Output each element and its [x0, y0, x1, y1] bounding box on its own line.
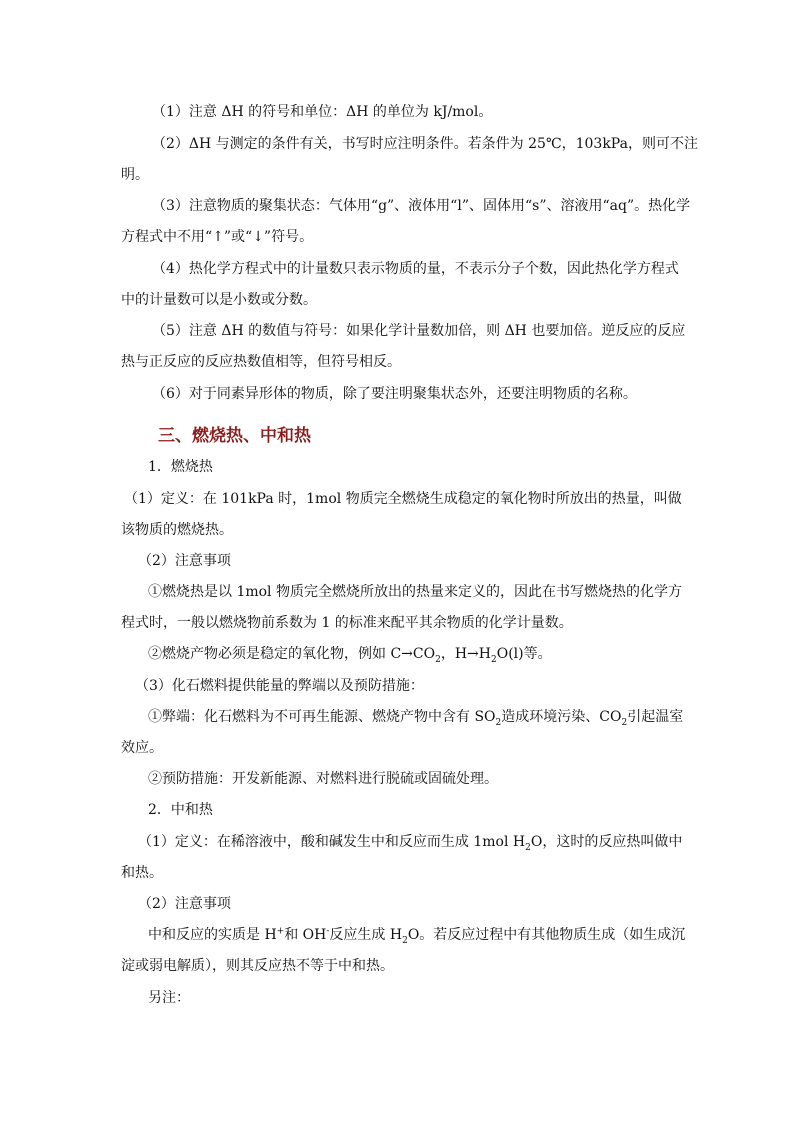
- note-4-line-2: 中的计量数可以是小数或分数。: [121, 292, 317, 308]
- section-heading: 三、燃烧热、中和热: [158, 426, 311, 446]
- note-2-line-2: 明。: [121, 167, 149, 183]
- combustion-note-1-line-1: ①燃烧热是以 1mol 物质完全燃烧所放出的热量来定义的，因此在书写燃烧热的化学方: [148, 584, 682, 600]
- note-4-line-1: （4）热化学方程式中的计量数只表示物质的量，不表示分子个数，因此热化学方程式: [152, 261, 679, 277]
- note-5-line-2: 热与正反应的反应热数值相等，但符号相反。: [121, 354, 401, 370]
- fossil-fuel-title: （3）化石燃料提供能量的弊端以及预防措施：: [135, 678, 424, 694]
- note-3-line-1: （3）注意物质的聚集状态：气体用“g”、液体用“l”、固体用“s”、溶液用“aq”。热化学: [152, 198, 691, 214]
- note-3-line-2: 方程式中不用“↑”或“↓”符号。: [121, 229, 314, 245]
- note-2-line-1: （2）ΔH 与测定的条件有关，书写时应注明条件。若条件为 25℃，103kPa，则可不注: [152, 136, 698, 152]
- combustion-note-1-line-2: 程式时，一般以燃烧物前系数为 1 的标准来配平其余物质的化学计量数。: [121, 615, 573, 631]
- neutralization-essence-line-1: 中和反应的实质是 H+和 OH-反应生成 $H_2O$。若反应过程中有其他物质生成（如生成沉: [148, 926, 686, 946]
- neutralization-definition-line-2: 和热。: [121, 865, 163, 881]
- note-6: （6）对于同素异形体的物质，除了要注明聚集状态外，还要注明物质的名称。: [152, 386, 637, 402]
- extra-note-label: 另注：: [148, 990, 190, 1006]
- neutralization-essence-line-2: 淀或弱电解质），则其反应热不等于中和热。: [121, 958, 394, 974]
- neutralization-notes-title: （2）注意事项: [138, 896, 231, 912]
- fossil-drawback-line-1: ①弊端：化石燃料为不可再生能源、燃烧产物中含有 $SO_2$造成环境污染、$CO_2$引起温室: [148, 709, 684, 728]
- combustion-definition-line-2: 该物质的燃烧热。: [121, 522, 233, 538]
- combustion-note-2: ②燃烧产物必须是稳定的氧化物，例如 $C\to CO_2$，$H\to H_2O(l)$等。: [148, 646, 552, 665]
- note-5-line-1: （5）注意 ΔH 的数值与符号：如果化学计量数加倍，则 ΔH 也要加倍。逆反应的反应: [152, 323, 686, 339]
- note-1: （1）注意 ΔH 的符号和单位：ΔH 的单位为 kJ/mol。: [152, 104, 493, 120]
- neutralization-definition-line-1: （1）定义：在稀溶液中，酸和碱发生中和反应而生成 1mol $H_2O$，这时的反应热叫做中: [138, 834, 683, 853]
- fossil-prevention: ②预防措施：开发新能源、对燃料进行脱硫或固硫处理。: [148, 771, 498, 787]
- combustion-title: 1．燃烧热: [148, 459, 213, 475]
- neutralization-title: 2．中和热: [148, 802, 213, 818]
- combustion-notes-title: （2）注意事项: [138, 553, 231, 569]
- fossil-drawback-line-2: 效应。: [121, 740, 163, 756]
- combustion-definition-line-1: （1）定义：在 101kPa 时，1mol 物质完全燃烧生成稳定的氧化物时所放出的热量，叫做: [124, 491, 682, 507]
